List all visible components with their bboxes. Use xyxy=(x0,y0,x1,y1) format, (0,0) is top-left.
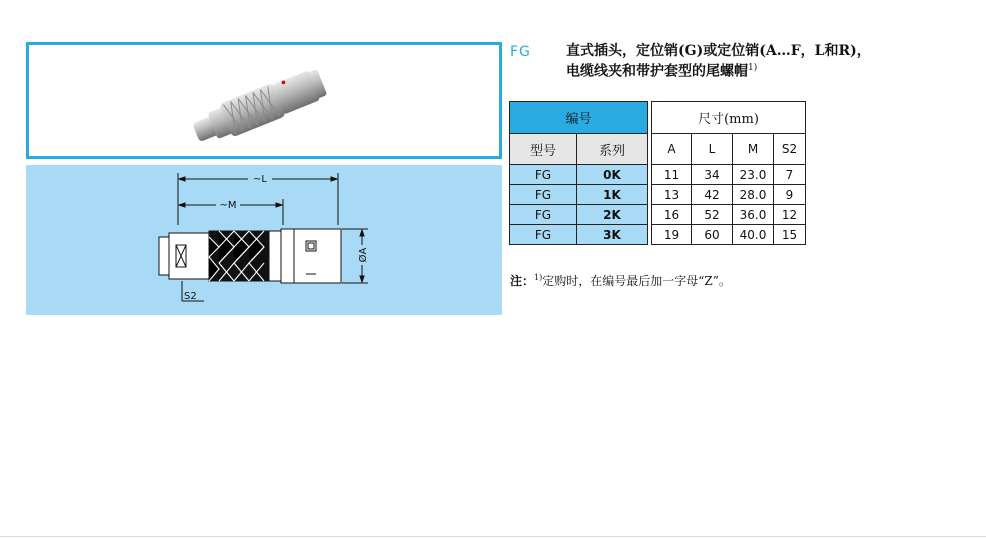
connector-drawing xyxy=(26,165,502,315)
product-photo-panel xyxy=(26,42,502,159)
dim-label-A: ØA xyxy=(358,247,369,263)
footnote-mark: 1) xyxy=(534,273,543,282)
col-header-model: 型号 xyxy=(510,134,577,165)
footnote xyxy=(510,272,731,289)
cell-model: FG xyxy=(510,185,577,205)
connector-photo xyxy=(179,57,339,147)
cell-series: 0K xyxy=(577,165,648,185)
cell-M: 28.0 xyxy=(733,185,774,205)
table-row xyxy=(510,205,806,225)
page-divider xyxy=(0,536,986,537)
cell-L: 60 xyxy=(692,225,733,245)
series-code: FG xyxy=(510,44,531,60)
cell-series: 1K xyxy=(577,185,648,205)
table-row xyxy=(510,165,806,185)
title-line-2-text: 电缆线夹和带护套型的尾螺帽 xyxy=(566,63,748,80)
title-line-1: 直式插头，定位销(G)或定位销(A…F，L和R)， xyxy=(566,43,871,59)
cell-L: 52 xyxy=(692,205,733,225)
cell-A: 16 xyxy=(652,205,692,225)
table-row xyxy=(510,185,806,205)
col-header-S2: S2 xyxy=(774,134,806,165)
col-header-M: M xyxy=(733,134,774,165)
cell-M: 40.0 xyxy=(733,225,774,245)
dim-label-L: ~L xyxy=(253,174,267,185)
table-group-header-row xyxy=(510,102,806,134)
col-header-series: 系列 xyxy=(577,134,648,165)
dimensions-table xyxy=(509,101,806,245)
group-header-code: 编号 xyxy=(510,102,648,134)
cell-L: 34 xyxy=(692,165,733,185)
cell-S2: 7 xyxy=(774,165,806,185)
title-line-2 xyxy=(566,60,976,81)
dim-label-M: ~M xyxy=(219,200,237,211)
cell-model: FG xyxy=(510,225,577,245)
col-header-L: L xyxy=(692,134,733,165)
cell-S2: 9 xyxy=(774,185,806,205)
cell-model: FG xyxy=(510,165,577,185)
cell-A: 19 xyxy=(652,225,692,245)
cell-A: 13 xyxy=(652,185,692,205)
cell-L: 42 xyxy=(692,185,733,205)
table-row xyxy=(510,225,806,245)
cell-M: 36.0 xyxy=(733,205,774,225)
cell-M: 23.0 xyxy=(733,165,774,185)
technical-drawing-panel xyxy=(26,165,502,315)
cell-A: 11 xyxy=(652,165,692,185)
group-header-dimensions: 尺寸(mm) xyxy=(652,102,806,134)
col-header-A: A xyxy=(652,134,692,165)
footnote-text: 定购时，在编号最后加一字母“Z”。 xyxy=(542,274,731,288)
table-column-header-row xyxy=(510,134,806,165)
cell-series: 3K xyxy=(577,225,648,245)
page-title xyxy=(566,43,976,81)
dim-label-S2: S2 xyxy=(184,291,197,302)
cell-S2: 12 xyxy=(774,205,806,225)
title-footnote-mark: 1) xyxy=(748,63,758,73)
cell-model: FG xyxy=(510,205,577,225)
cell-series: 2K xyxy=(577,205,648,225)
cell-S2: 15 xyxy=(774,225,806,245)
footnote-label: 注： xyxy=(510,274,535,288)
